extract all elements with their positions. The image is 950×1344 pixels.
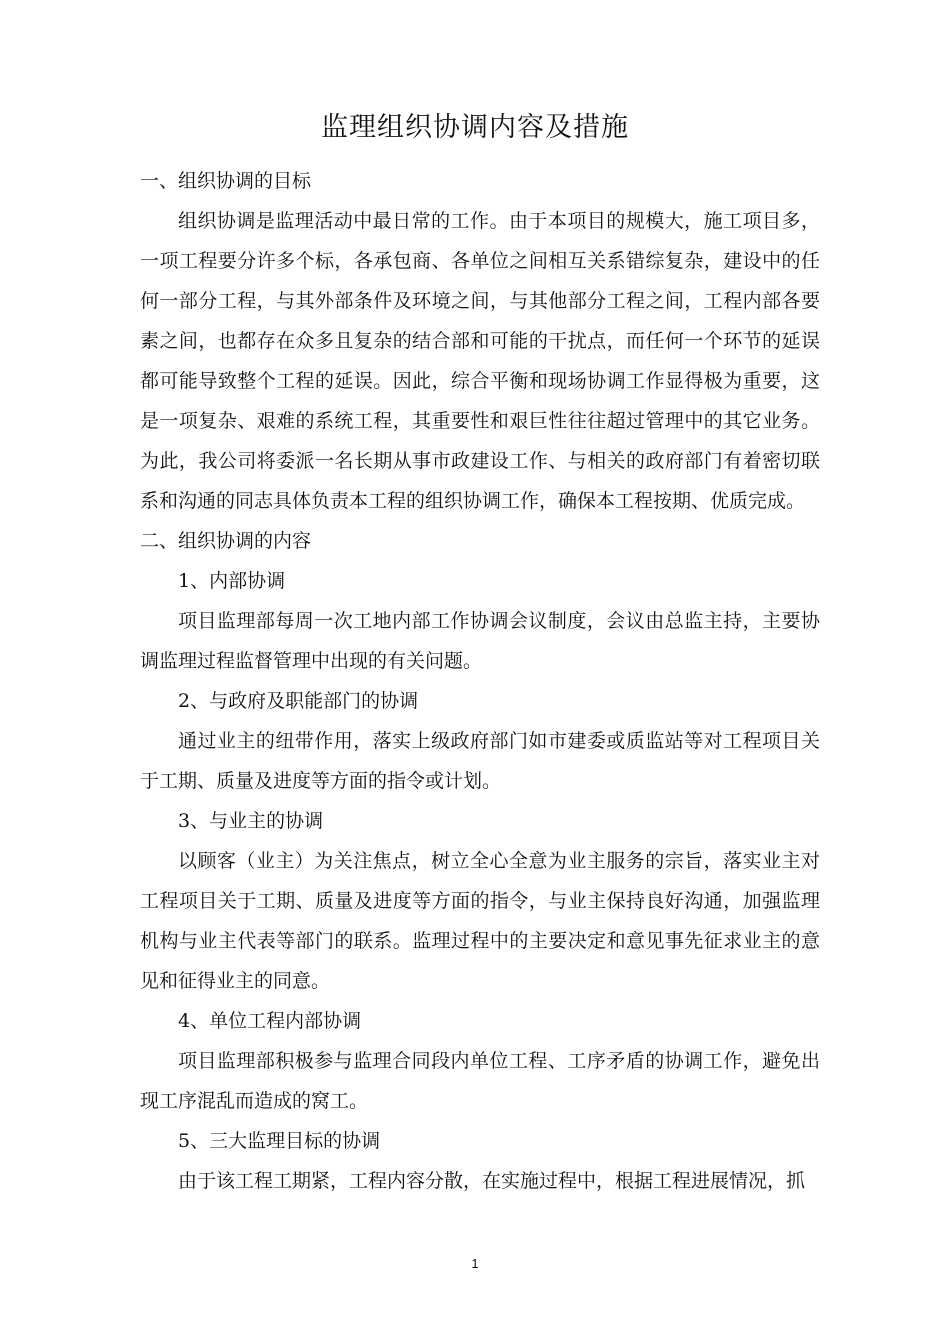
document-title: 监理组织协调内容及措施 (321, 112, 629, 143)
section-heading-2: 二、组织协调的内容 (140, 530, 312, 552)
subsection-paragraph-4: 项目监理部积极参与监理合同段内单位工程、工序矛盾的协调工作，避免出现工序混乱而造成的窝工。 (140, 1050, 820, 1112)
subsection-paragraph-1: 项目监理部每周一次工地内部工作协调会议制度，会议由总监主持，主要协调监理过程监督管理中出现的有关问题。 (140, 610, 820, 672)
section-paragraph-1: 组织协调是监理活动中最日常的工作。由于本项目的规模大，施工项目多，一项工程要分许多个标，各承包商、各单位之间相互关系错综复杂，建设中的任何一部分工程，与其外部条件及环境之间，与其他部分工程之间，工程内部各要素之间，也都存在众多且复杂的结合部和可能的干扰点，而任何一个环节的延误都可能导致整个工程的延误。因此，综合平衡和现场协调工作显得极为重要，这是一项复杂、艰难的系统工程，其重要性和艰巨性往往超过管理中的其它业务。为此，我公司将委派一名长期从事市政建设工作、与相关的政府部门有着密切联系和沟通的同志具体负责本工程的组织协调工作，确保本工程按期、优质完成。 (140, 210, 820, 512)
document-body (140, 161, 820, 1201)
subsection-heading-2: 2、与政府及职能部门的协调 (178, 690, 419, 712)
subsection-paragraph-3: 以顾客（业主）为关注焦点，树立全心全意为业主服务的宗旨，落实业主对工程项目关于工期、质量及进度等方面的指令，与业主保持良好沟通，加强监理机构与业主代表等部门的联系。监理过程中的主要决定和意见事先征求业主的意见和征得业主的同意。 (140, 850, 820, 992)
subsection-paragraph-5: 由于该工程工期紧，工程内容分散，在实施过程中，根据工程进展情况，抓 (178, 1170, 806, 1192)
subsection-heading-4: 4、单位工程内部协调 (178, 1010, 362, 1032)
subsection-heading-5: 5、三大监理目标的协调 (178, 1130, 381, 1152)
subsection-paragraph-2: 通过业主的纽带作用，落实上级政府部门如市建委或质监站等对工程项目关于工期、质量及进度等方面的指令或计划。 (140, 730, 820, 792)
section-heading-1: 一、组织协调的目标 (140, 170, 312, 192)
page-number: 1 (471, 1256, 479, 1271)
subsection-heading-1: 1、内部协调 (178, 570, 286, 592)
subsection-heading-3: 3、与业主的协调 (178, 810, 324, 832)
